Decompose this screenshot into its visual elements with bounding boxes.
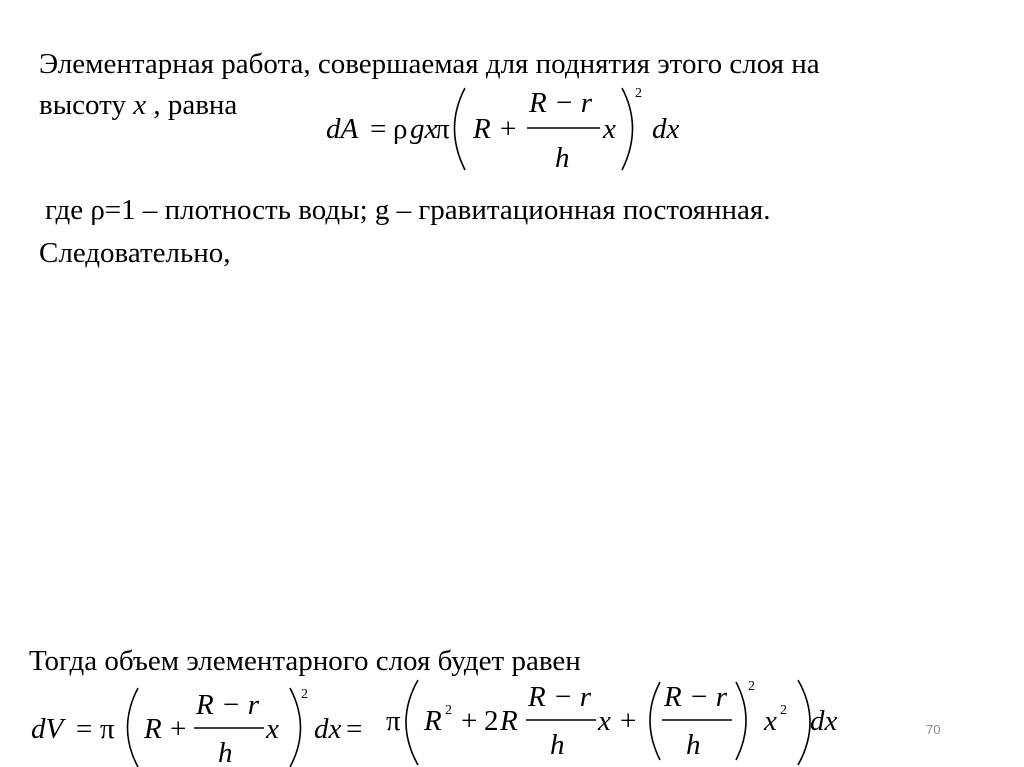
f1-right-paren [622, 88, 633, 170]
f1-plus: + [500, 113, 517, 145]
f2-x2: x [598, 705, 611, 737]
f1-pi: π [435, 113, 450, 145]
f1-gx: gx [410, 113, 438, 145]
f2-big-left-paren [406, 680, 418, 765]
paragraph-line-2 [39, 88, 237, 122]
f2-eq2: = [346, 713, 363, 745]
f2-R2: R [424, 705, 442, 737]
f1-numerator: R − r [529, 87, 593, 119]
page-number: 70 [926, 722, 941, 737]
f2-num2: R − r [528, 681, 592, 713]
f2-R3: R [500, 705, 518, 737]
f2-denominator: h [218, 737, 233, 767]
f1-exponent: 2 [635, 86, 642, 101]
f2-dx: dx [314, 713, 342, 745]
f2-den3: h [686, 729, 701, 761]
paragraph-line-4: Следовательно, [39, 237, 231, 269]
f2-x3: x [764, 705, 777, 737]
f1-R: R [473, 113, 491, 145]
f2-right-paren [290, 688, 301, 767]
f2-plus2: + [461, 705, 478, 737]
f2-pi2: π [386, 705, 401, 737]
formula-work [318, 76, 698, 186]
f2-x3-exp: 2 [780, 703, 787, 718]
line2-prefix: высоту [39, 89, 134, 121]
f2-lhs: dV [31, 713, 64, 745]
f2-pi: π [100, 713, 115, 745]
f2-paren-exp: 2 [748, 679, 755, 694]
f1-denominator: h [555, 142, 570, 174]
f1-x: x [603, 113, 616, 145]
formula-volume [20, 670, 880, 767]
f2-dx2: dx [810, 705, 838, 737]
f2-left-paren [128, 688, 139, 767]
f2-plus3: + [620, 705, 637, 737]
f1-lhs: dA [326, 113, 359, 145]
f1-eq: = [370, 113, 387, 145]
f1-rho: ρ [393, 113, 408, 145]
paragraph-line-1: Элементарная работа, совершаемая для поднятия этого слоя на [39, 48, 820, 80]
f2-numerator: R − r [196, 689, 260, 721]
f2-eq: = [76, 713, 93, 745]
f2-x: x [266, 713, 279, 745]
variable-x: x [133, 89, 147, 121]
paragraph-line-5: Тогда объем элементарного слоя будет равен [29, 645, 581, 677]
f2-num3: R − r [664, 681, 728, 713]
f2-coef: 2 [484, 705, 499, 737]
f2-plus: + [170, 713, 187, 745]
f2-exponent: 2 [301, 687, 308, 702]
f2-big-right-paren [798, 680, 810, 765]
f2-R: R [144, 713, 162, 745]
f2-R2-exp: 2 [445, 703, 452, 718]
line2-suffix: , равна [146, 89, 238, 121]
paragraph-line-3: где ρ=1 – плотность воды; g – гравитационная постоянная. [45, 194, 771, 226]
f2-den2: h [550, 729, 565, 761]
f2-inner-right-paren [736, 682, 746, 760]
f1-dx: dx [652, 113, 680, 145]
f1-left-paren [455, 88, 466, 170]
f2-inner-left-paren [650, 682, 660, 760]
